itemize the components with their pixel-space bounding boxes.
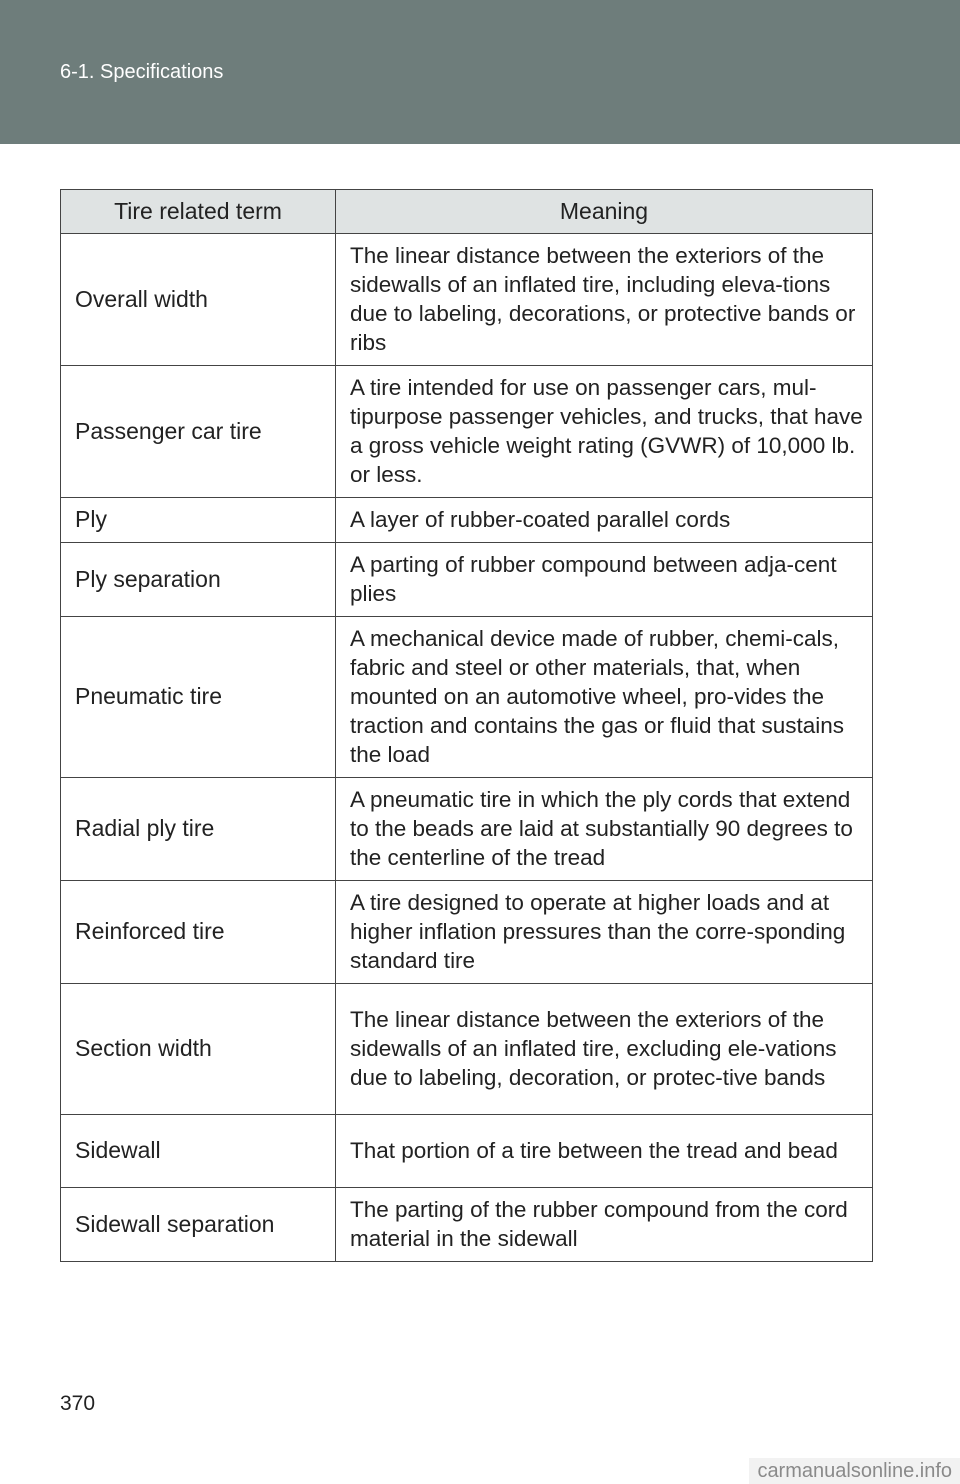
meaning-cell: A mechanical device made of rubber, chemi-cals, fabric and steel or other materials, that, when mounted on an automotive wheel, pro-vides the traction and contains the gas or fluid that sustains the load: [336, 617, 873, 778]
term-cell: Reinforced tire: [61, 881, 336, 984]
meaning-cell: A tire designed to operate at higher loads and at higher inflation pressures than the corre-sponding standard tire: [336, 881, 873, 984]
meaning-cell: The linear distance between the exteriors of the sidewalls of an inflated tire, excluding ele-vations due to labeling, decoration, or protec-tive bands: [336, 984, 873, 1115]
table-row: [61, 984, 873, 1115]
term-cell: Pneumatic tire: [61, 617, 336, 778]
table-row: [61, 498, 873, 543]
table-header-row: [61, 190, 873, 234]
table-row: [61, 881, 873, 984]
table-row: [61, 234, 873, 366]
column-header-meaning: Meaning: [336, 190, 873, 234]
meaning-cell: That portion of a tire between the tread and bead: [336, 1115, 873, 1188]
meaning-cell: The linear distance between the exteriors of the sidewalls of an inflated tire, including eleva-tions due to labeling, decorations, or protective bands or ribs: [336, 234, 873, 366]
term-cell: Sidewall separation: [61, 1188, 336, 1262]
meaning-cell: A layer of rubber-coated parallel cords: [336, 498, 873, 543]
term-cell: Sidewall: [61, 1115, 336, 1188]
term-cell: Ply: [61, 498, 336, 543]
table-row: [61, 617, 873, 778]
table-row: [61, 366, 873, 498]
term-cell: Ply separation: [61, 543, 336, 617]
table-row: [61, 1188, 873, 1262]
meaning-cell: A tire intended for use on passenger cars, mul-tipurpose passenger vehicles, and trucks, that have a gross vehicle weight rating (GVWR) of 10,000 lb. or less.: [336, 366, 873, 498]
table-row: [61, 543, 873, 617]
meaning-cell: The parting of the rubber compound from the cord material in the sidewall: [336, 1188, 873, 1262]
term-cell: Passenger car tire: [61, 366, 336, 498]
tire-terms-table: [60, 189, 873, 1262]
header-band: [0, 0, 960, 144]
term-cell: Radial ply tire: [61, 778, 336, 881]
meaning-cell: A parting of rubber compound between adja-cent plies: [336, 543, 873, 617]
page-number: 370: [60, 1392, 96, 1415]
column-header-term: Tire related term: [61, 190, 336, 234]
term-cell: Overall width: [61, 234, 336, 366]
watermark: carmanualsonline.info: [749, 1458, 960, 1484]
term-cell: Section width: [61, 984, 336, 1115]
table-row: [61, 778, 873, 881]
meaning-cell: A pneumatic tire in which the ply cords that extend to the beads are laid at substantially 90 degrees to the centerline of the tread: [336, 778, 873, 881]
section-title: 6-1. Specifications: [60, 61, 224, 83]
table-row: [61, 1115, 873, 1188]
